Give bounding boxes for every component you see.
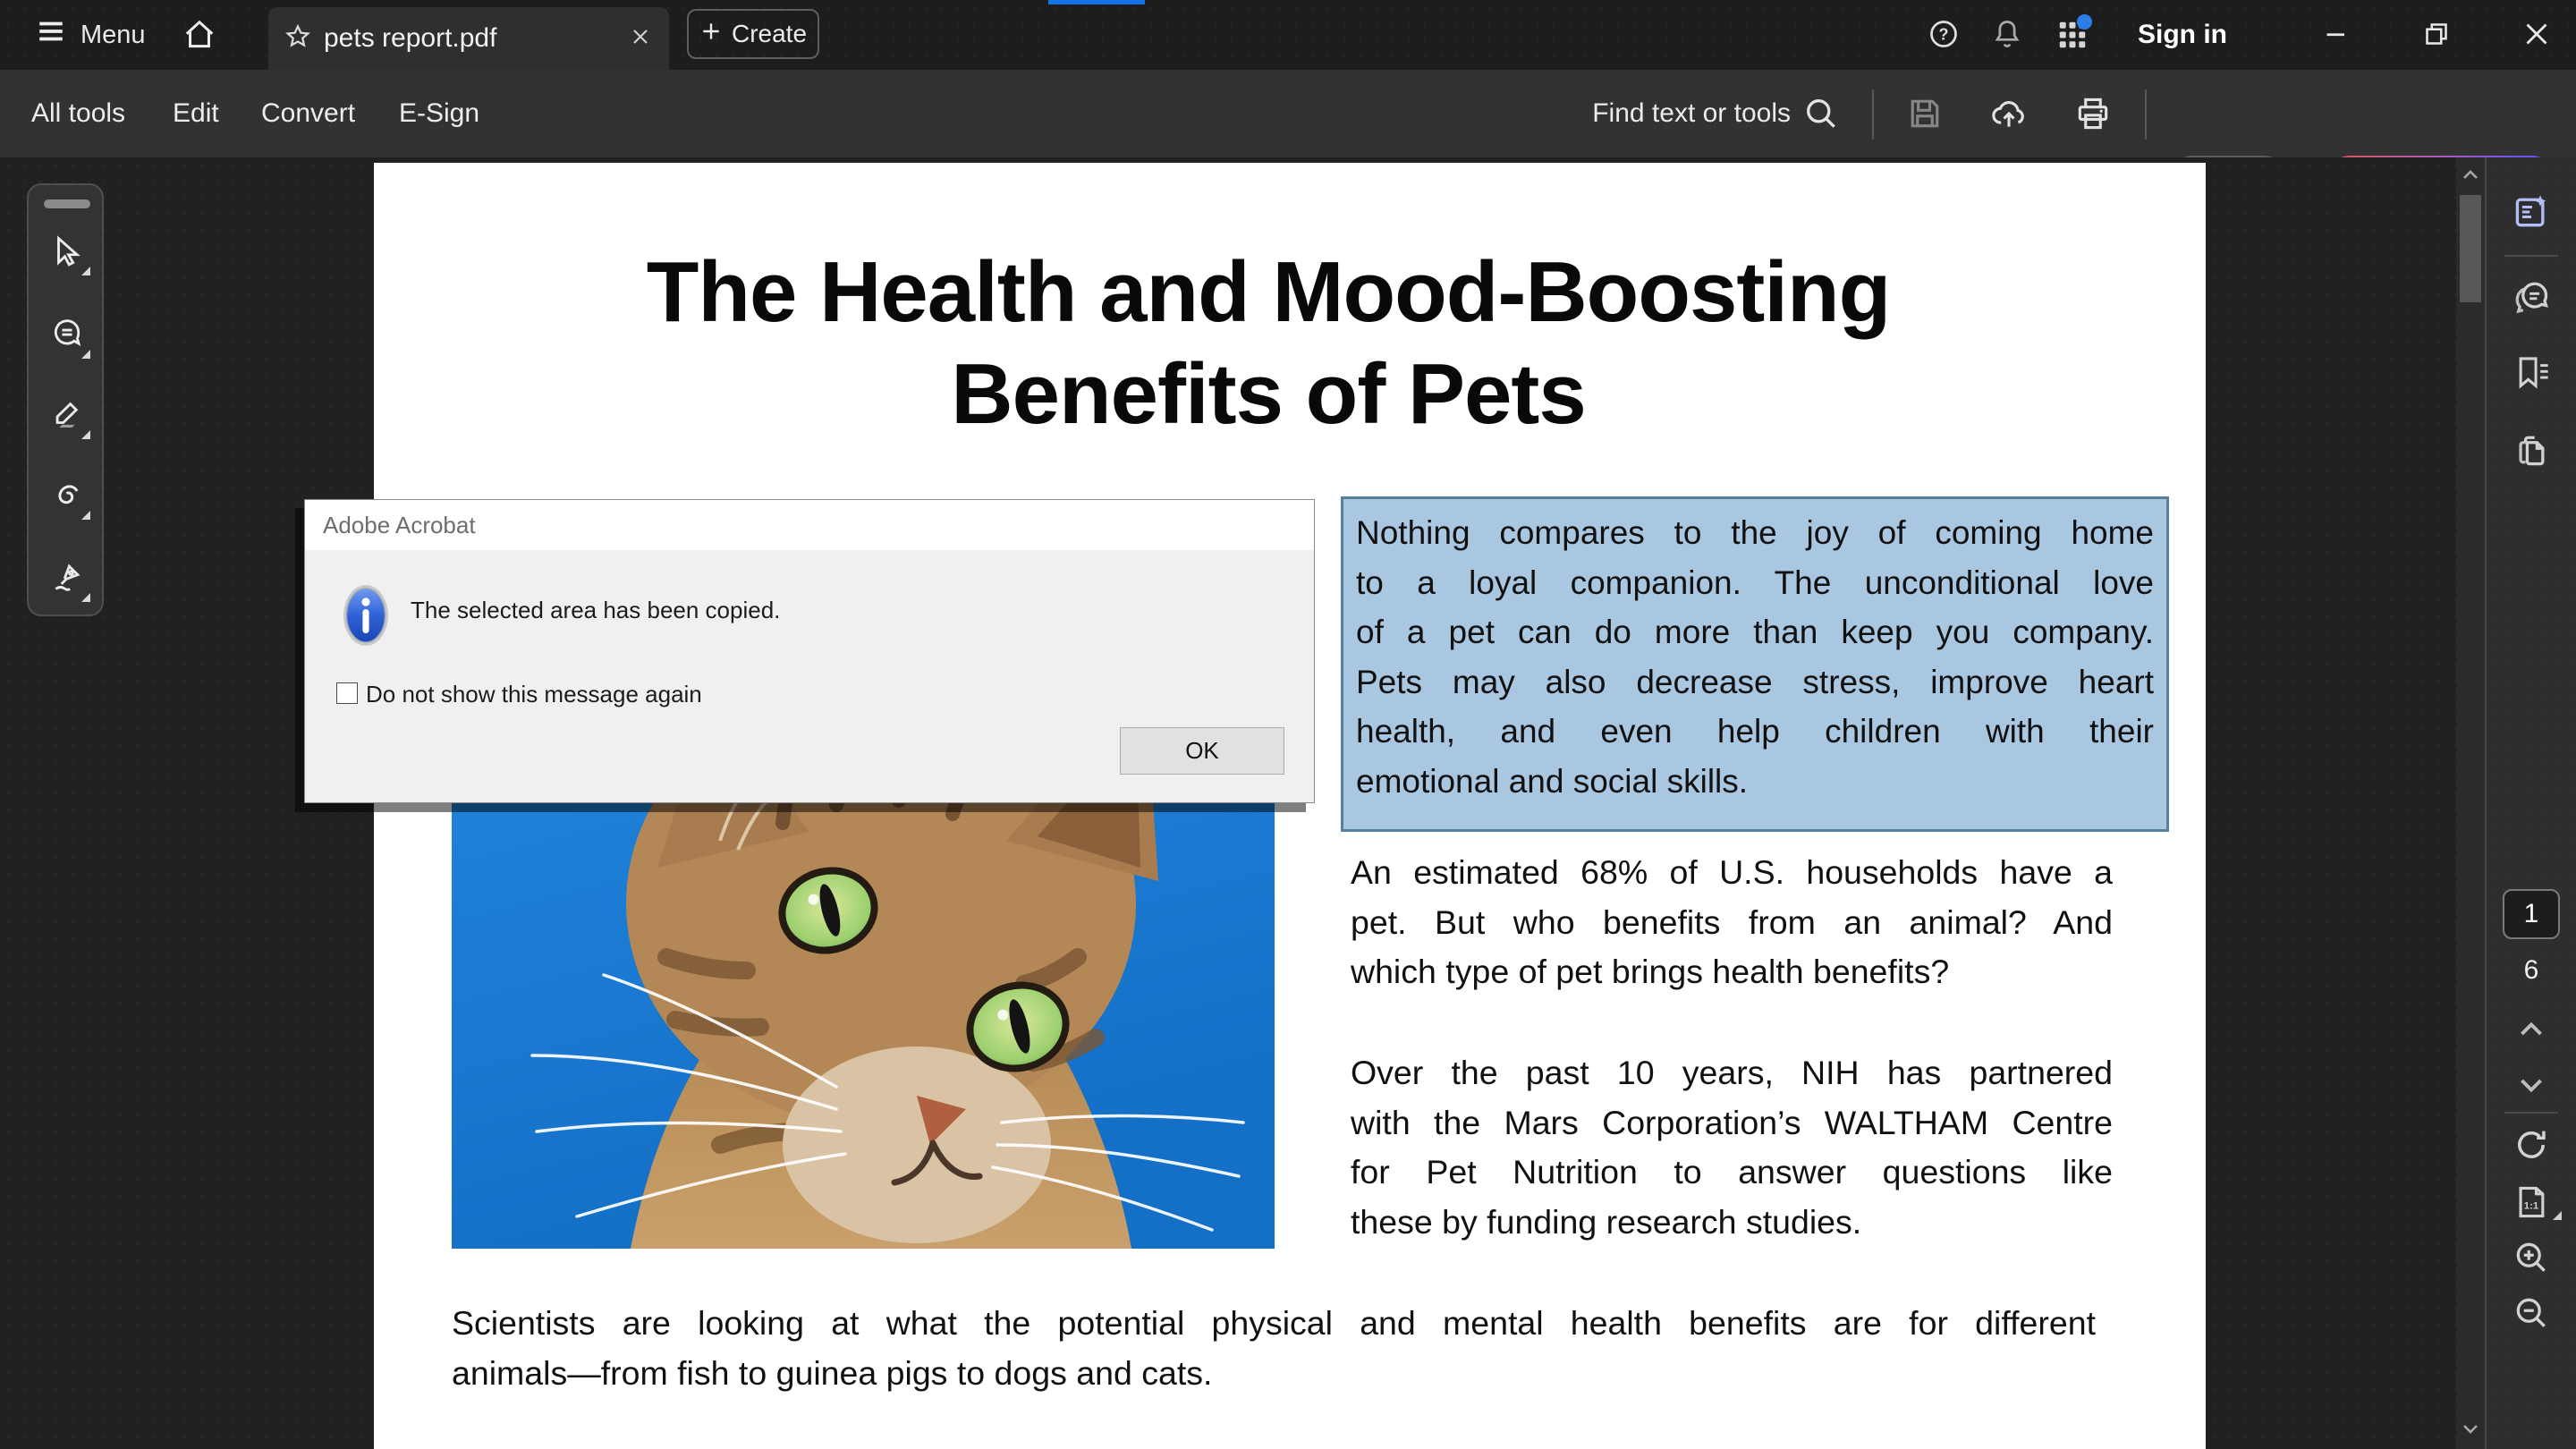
dont-show-label[interactable]: Do not show this message again — [366, 681, 702, 708]
zoom-out-icon[interactable] — [2512, 1293, 2551, 1337]
right-sidebar — [2487, 157, 2576, 1449]
svg-text:?: ? — [1938, 25, 1949, 44]
paragraph-households: An estimated 68% of U.S. households have a pet. But who benefits from an animal? And which type of pet brings health benefits? — [1351, 853, 2113, 990]
scroll-down-icon[interactable] — [2460, 1418, 2481, 1444]
tab-esign[interactable]: E-Sign — [399, 98, 480, 128]
current-page-input[interactable] — [2503, 889, 2560, 939]
find-label[interactable]: Find text or tools — [1592, 98, 1791, 128]
tab-all-tools[interactable]: All tools — [31, 98, 126, 128]
plus-icon — [699, 20, 723, 49]
draw-tool-button[interactable] — [42, 471, 92, 521]
document-scrollbar[interactable] — [2456, 157, 2485, 1449]
help-button[interactable] — [1928, 18, 1960, 55]
bookmarks-icon[interactable] — [2512, 353, 2551, 397]
pdf-page — [374, 163, 2206, 1449]
menu-button[interactable] — [36, 0, 146, 70]
home-button[interactable] — [182, 18, 216, 56]
restore-window-icon[interactable] — [2420, 18, 2453, 55]
dialog-title[interactable]: Adobe Acrobat — [305, 500, 1314, 550]
fit-options-corner — [2553, 1211, 2562, 1220]
tab-title: pets report.pdf — [324, 23, 497, 53]
toolbar-divider — [2145, 89, 2147, 140]
create-button[interactable] — [687, 9, 819, 59]
close-window-icon[interactable] — [2521, 18, 2553, 55]
sign-in-label: Sign in — [2138, 20, 2227, 49]
create-label: Create — [731, 20, 808, 47]
highlighter-icon — [50, 397, 84, 436]
tools-toolbar — [0, 70, 2576, 157]
sidebar-divider — [2504, 1112, 2558, 1114]
document-canvas — [0, 157, 2456, 1449]
paragraph-scientists: Scientists are looking at what the potential physical and mental health benefits are for different animals—from fish to guinea pigs to dogs and cats. — [452, 1304, 2096, 1392]
current-page-value: 1 — [2523, 899, 2539, 928]
menu-label: Menu — [80, 20, 146, 49]
total-pages: 6 — [2523, 955, 2539, 985]
select-tool-button[interactable] — [42, 227, 92, 277]
scroll-up-icon[interactable] — [2460, 165, 2481, 191]
fountain-pen-icon — [50, 560, 84, 598]
next-page-icon[interactable] — [2515, 1072, 2547, 1105]
dont-show-checkbox[interactable] — [336, 682, 358, 704]
ok-button[interactable]: OK — [1120, 727, 1284, 775]
favorite-star-icon[interactable] — [284, 23, 311, 55]
selected-text-region[interactable]: Nothing compares to the joy of coming home to a loyal companion. The unconditional love of a pet can do more than keep you company. Pets may also decrease stress, improve heart health, and even help children with their emotional and social skills. — [1341, 496, 2169, 832]
fit-label-text: 1:1 — [2523, 1200, 2539, 1212]
copied-dialog — [304, 499, 1315, 803]
tab-convert[interactable]: Convert — [261, 98, 356, 128]
minimize-icon[interactable] — [2320, 18, 2352, 55]
titlebar — [0, 0, 2576, 70]
document-title: The Health and Mood-Boosting Benefits of Pets — [646, 244, 1891, 442]
highlight-tool-button[interactable] — [42, 391, 92, 441]
sign-in-button[interactable] — [2138, 0, 2227, 70]
page-thumbnails-icon[interactable] — [2512, 430, 2551, 474]
dialog-message: The selected area has been copied. — [411, 597, 781, 623]
top-accent-strip — [1048, 0, 1145, 4]
notification-badge — [2077, 14, 2092, 30]
sign-tool-button[interactable] — [42, 554, 92, 604]
sidebar-divider — [2504, 255, 2558, 257]
paragraph-nih: Over the past 10 years, NIH has partnered with the Mars Corporation’s WALTHAM Centre for Pet Nutrition to answer questions like these by funding research studies. — [1351, 1054, 2113, 1241]
quick-tools-panel — [27, 183, 104, 616]
actual-size-icon[interactable] — [2512, 1182, 2551, 1226]
comments-panel-icon[interactable] — [2512, 277, 2551, 321]
upload-cloud-icon[interactable] — [1989, 94, 2029, 138]
drag-handle[interactable] — [44, 199, 90, 208]
comment-icon — [50, 317, 84, 355]
search-icon[interactable] — [1801, 94, 1841, 138]
tab-edit[interactable]: Edit — [173, 98, 219, 128]
info-icon — [343, 584, 389, 651]
notifications-bell-icon[interactable] — [1991, 18, 2023, 55]
scrollbar-thumb[interactable] — [2460, 195, 2481, 302]
toolbar-divider — [1872, 89, 1874, 140]
print-icon[interactable] — [2073, 94, 2113, 138]
ai-summary-icon[interactable] — [2512, 192, 2551, 236]
rotate-page-icon[interactable] — [2512, 1125, 2551, 1169]
previous-page-icon[interactable] — [2515, 1014, 2547, 1047]
select-arrow-icon — [50, 233, 84, 272]
zoom-in-icon[interactable] — [2512, 1238, 2551, 1282]
close-tab-icon[interactable] — [630, 26, 651, 52]
document-tab[interactable] — [268, 7, 669, 70]
save-icon — [1905, 94, 1945, 138]
draw-icon — [50, 478, 84, 516]
comment-tool-button[interactable] — [42, 310, 92, 360]
home-icon — [182, 40, 216, 55]
hamburger-menu-icon — [36, 16, 66, 54]
